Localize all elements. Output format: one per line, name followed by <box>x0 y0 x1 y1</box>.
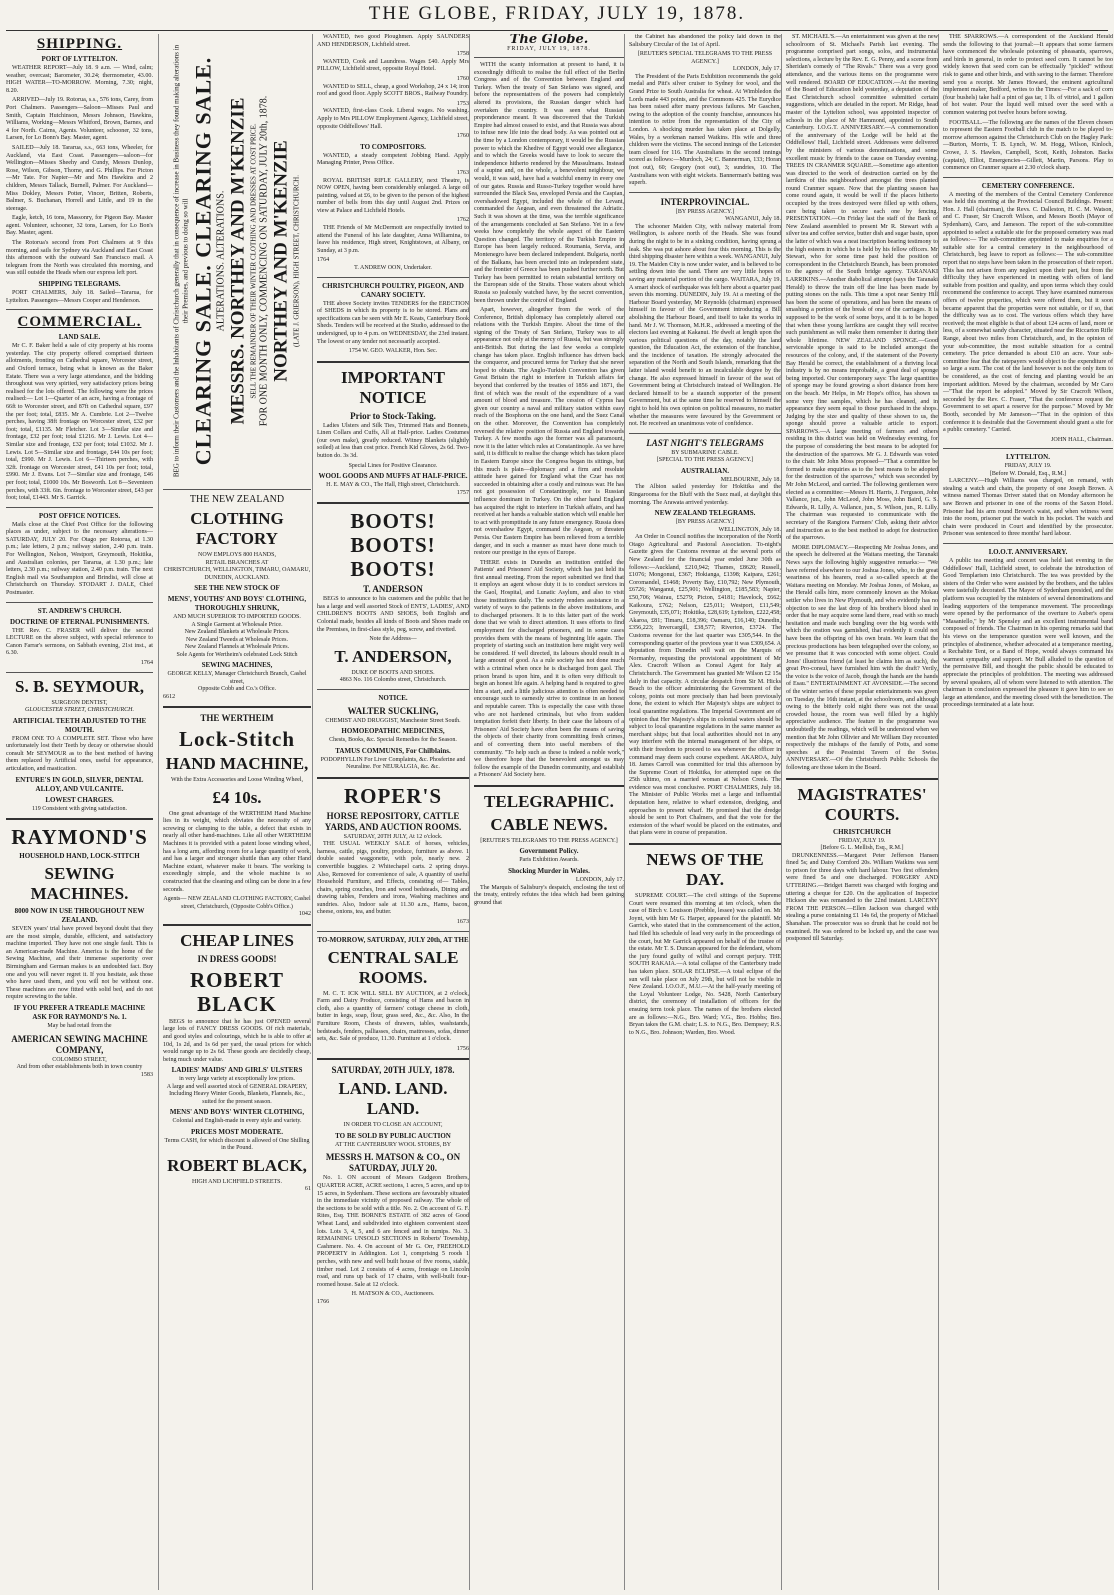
column-7 <box>938 34 1113 1590</box>
ad-number: 1762 <box>456 217 469 224</box>
wanted-cook: WANTED, Cook and Laundress. Wages £40. Apply Mrs PILLOW, Lichfield street, opposite Royal Hotel. <box>317 58 469 73</box>
dentist-title: SURGEON DENTIST, <box>51 699 108 706</box>
clearing-sale-heading: CLEARING SALE. CLEARING SALE. <box>190 56 216 466</box>
robert-black-2: ROBERT BLACK, <box>167 1155 307 1175</box>
ad-number: 1760 <box>456 133 469 140</box>
wertheim-heading: THE WERTHEIM <box>200 713 274 724</box>
poultry-society-body: THE above Society invites TENDERS for the ERECTION of SHEDS in which its property is to be stored. Plans and specifications can be seen with Mr E. Keats, Canterbury Book Sheds. Tenders will be received at the Studio, addressed to the undersigned, up to 4 p.m. on WEDNESDAY, the 23rd instant. The lowest or any tender not necessarily accepted. <box>317 300 469 345</box>
dress-goods: IN DRESS GOODS! <box>197 953 277 964</box>
ad-number: 1673 <box>456 919 469 926</box>
divider <box>317 689 469 690</box>
ropers: ROPER'S <box>343 783 442 808</box>
lyttelton-body: LARCENY.—Hugh Williams was charged, on remand, with stealing a watch and chain, the property of one Joseph Brown. A witness named Thomas Driver stated that on Monday afternoon he saw Brown and prisoner in one of the rooms of the Saxon Hotel. Prisoner had his arm round Brown's waist, and when witness went into the room, prisoner put the watch in his pocket. The watch and chain were produced in Court and identified by the prosecutor. Prisoner was sentenced to three months' hard labour. <box>943 478 1113 538</box>
note-address: Note the Address— <box>369 636 417 643</box>
divider <box>317 361 469 363</box>
raymond-heading: RAYMOND'S <box>11 825 148 850</box>
shipping-heading: SHIPPING. <box>36 36 123 52</box>
prices-moderate: PRICES MOST MODERATE. <box>190 1127 284 1136</box>
column-6 <box>781 34 938 1590</box>
column-5 <box>624 34 781 1590</box>
duke-of-boots: DUKE OF BOOTS AND SHOES. <box>351 669 435 676</box>
gold-heading: ENTURE'S IN GOLD, SILVER, DENTAL ALLOY, AND VULCANITE. <box>15 775 144 793</box>
arrived-list: ARRIVED—July 19. Rotorua, s.s., 576 tons, Carey, from Port Chalmers. Passengers—Saloon—Misses Paul and Smith, Captain Hutchinson, Messrs Johnson, Hawkins, Williams, Working—Messrs Whitford, Brown, Barnes, and 4 for North. Cairns, Agents. Volunteer, schooner, 32 tons, Larsen, for Lo Bonn's Bay. Master, agent. <box>6 97 153 142</box>
iogt-heading: I.O.O.T. ANNIVERSARY. <box>988 548 1068 557</box>
divider <box>317 277 469 278</box>
high-lichfield: HIGH AND LICHFIELD STREETS. <box>192 1178 282 1185</box>
shipping-telegrams-body: PORT CHALMERS, July 18. Sailed—Tararua, for Lyttelton. Passengers—Messrs Cooper and Henderson. <box>6 290 153 304</box>
divider <box>474 785 624 787</box>
wertheim-price: £4 10s. <box>212 787 262 807</box>
blankets: New Zealand Blankets at Wholesale Prices. <box>184 629 290 635</box>
government-policy: Government Policy. <box>519 847 579 856</box>
land-lots: No. 1. ON account of Messrs Gudgeon Brothers, QUARTER ACRE, ACRE sections, 1 acres, 5 acres, and up to 15 acres, in Sydenham. These sections are favourably situated in the immediate vicinity of proposed railway. The whole of the sections to be sold with a title. No. 2. On account of G. F. Rites, Esq. THE BORNE'S ESTATE of 382 acres of Good Wheat Land, and subdivided into eighteen convenient sized lots. Lots 3, 4, 5, and 6 are fenced and in turnips. No. 3. REMAINING UNSOLD SECTIONS in Roberts' Township, Cashmere. No. 4. On account of Mr G. Orr, FREEHOLD PROPERTY in Addington. Lot 1, comprising 5 roods 1 perches, with new and well built house of five rooms, stable, timber road. Lot 2 consists of 4 acres, frontage on Lincoln road, and runs up back of 17 chains, with well-built four-roomed house. Sale at 12 o'clock. <box>317 1175 469 1288</box>
leader-paragraph-1: WITH the scanty information at present to hand, it is exceedingly difficult to realise the full effect of the Berlin Congress and of the Convention between England and Turkey. When the treaty of San Stefano was signed, and before the representatives of the powers had completely altered its provisions, the Russian danger which had overtaken the country. It was seen what Russian preponderance meant. It was discovered that the Turkish Empire had almost ceased to exist, and that Russia was about to infuse new life into the dead body. As was pointed out at the time by a London contemporary, it would be the Russian power to which the Khedive of Egypt would owe allegiance, and to which the Greeks would have to look to secure the independence hitherto rendered by the Mussulmans. Instead of a supine and, on the whole, a benevolent neighbour, we would, it was said, have had a watchful enemy in every one of our gates. Russia and Russo-Turkey together would have surrounded the Black Sea, enveloped Persia and the Caspian, overshadowed Egypt, included the whole of the Levant, commanded the Aegean, and even threatened the Adriatic. Such it was shown at the time, was the terrible significance of the arrangements concluded at San Stefano. Yet in a few weeks how completely the whole aspect of the Eastern Question changed. The territory of the Turkish Empire in Europe has been largely reduced. Roumania, Servia, and Montenegro have been declared independent. Bulgaria, north of the Balkans, has been erected into an independent state, and the frontier of Greece has been pushed further north. But Turkey has been permitted to retain substantial territory on the European side of the Straits. Those waters about which Russia so jealously watched have, by the secret convention, been thrown under the control of England. <box>474 62 624 304</box>
ad-number: 61 <box>304 1186 311 1193</box>
sailed-list-2: Eagle, ketch, 16 tons, Massonry, for Pigeon Bay. Master agent. Volunteer, schooner, 32 tons, Larsen, for Lo Bon's Bay. Master, agent. <box>6 215 153 237</box>
dateline: LONDON, July 17. <box>732 66 781 73</box>
divider <box>6 672 153 673</box>
in-use-heading: 8000 NOW IN USE THROUGHOUT NEW ZEALAND. <box>14 907 145 925</box>
court-date: FRIDAY, JULY 19. <box>838 837 886 844</box>
sold-location: AT THE CANTERBURY WOOL STORES, BY <box>334 1141 452 1148</box>
retail-note: May be had retail from the <box>47 1023 112 1029</box>
editorial-title: The Globe. <box>509 34 589 47</box>
murder-heading: Shocking Murder in Wales. <box>508 866 590 875</box>
divider <box>943 177 1113 178</box>
last-night-heading: LAST NIGHT'S TELEGRAMS <box>646 437 764 448</box>
cable-news-heading: CABLE NEWS. <box>490 814 608 834</box>
wanted-jobbing-hand: WANTED, a steady competent Jobbing Hand. Apply Managing Printer, Press Office. <box>317 152 469 167</box>
sewing-machines: SEWING MACHINES, <box>201 661 273 669</box>
reuter-note: [REUTER'S SPECIAL TELEGRAMS TO THE PRESS AGENCY.] <box>637 51 773 65</box>
magistrates-heading: MAGISTRATES' COURTS. <box>797 784 927 824</box>
ladies-ulsters: LADIES' MAIDS' AND GIRLS' ULSTERS <box>171 1066 303 1075</box>
employs-note: NOW EMPLOYS 800 HANDS, <box>198 552 276 558</box>
weather-report: WEATHER REPORT—July 18. 9 a.m. — Wind, calm; weather, overcast; Barometer, 30.24; thermometer, 43.00. HIGH WATER—TO-MORROW. Morning, 7.30; night, 8.20. <box>6 65 153 94</box>
see-stock: SEE THE NEW STOCK OF <box>194 584 280 592</box>
ad-number: 1764 <box>317 257 330 264</box>
mens-boys-clothing: MENS' AND BOYS' WINTER CLOTHING, <box>169 1108 305 1117</box>
poultry-society-heading: CHRISTCHURCH POULTRY, PIGEON, AND CANARY SOCIETY. <box>322 281 464 299</box>
firm-name-2: NORTHEY AND M'KENZIE <box>270 140 292 382</box>
divider <box>629 843 781 845</box>
australian-body: The Albion sailed yesterday for Hokitika and the Ringarooma for the Bluff with the Suez mail, at daylight this morning. The Arawata arrived yesterday. <box>629 484 781 506</box>
clearing-sale-advert <box>163 34 311 490</box>
homoeopathic: HOMOEOPATHIC MEDICINES, <box>341 727 445 736</box>
opposite-cobb: Opposite Cobb and Co.'s Office. <box>198 686 276 692</box>
leader-paragraph-3: THERE exists in Dunedin an institution entitled the Patients' and Prisoners' Aid Society, which has just held its first annual meeting. From the report submitted we find that it employs an agent whose duty it is to conduct services in the Gaol, Hospital, and Lunatic Asylum, and also to visit those institutions daily. The society renders assistance in a variety of ways to the patients in the above institutions, and to discharged prisoners. It is to this latter part of the work done that we wish to direct attention. It uses efforts to find employment for discharged prisoners, and in some cases provides them with the means of beginning life again. The propriety of starting such an institution here might very well be considered. If well directed, its labours should result in a large amount of good. As a rule society has not done much with a criminal when once he is discharged from gaol. The prison brand is upon him, and it is often very difficult to begin an honest life again. A helping hand is required to give him a start, and a little judicious attention is often needed to encourage such to earnestly strive to continue in an honest and reputable career. This is especially the case with those who are not hardened criminals, but who from sudden temptation forfeit their liberty. In their case the labours of a Prisoners' Aid Society have often been the means of saving the objects of their charity from committing fresh crimes, and of converting them into useful members of the community. "To help such as these is indeed a noble work," we therefore hope that the benevolent amongst us may follow the example of the Dunedin community, and establish a Prisoners' Aid Society here. <box>474 559 624 779</box>
ad-number: 1753 <box>456 100 469 107</box>
divider <box>163 706 311 708</box>
press-agency: [BY PRESS AGENCY.] <box>675 208 735 215</box>
wanted-workshop: WANTED to SELL, cheap, a good Workshop, 24 x 14; iron roof and good floor. Apply SCOTT BROS., Railway Foundry. <box>317 83 469 98</box>
clearing-sale-intro: BEG to inform their Customers and the Inhabitants of Christchurch generally that in consequence of increase in Business they found making alterations in their Premises, and previous to doing so will <box>172 44 190 478</box>
american-company: AMERICAN SEWING MACHINE COMPANY, <box>11 1033 148 1055</box>
land-sale-heading: LAND SALE. <box>58 333 101 342</box>
teeth-body: FROM ONE TO A COMPLETE SET. Those who have unfortunately lost their Teeth by decay or otherwise should consult Mr SEYMOUR as to the best method of having them replaced by Artificial ones, useful for appearance, articulation, and mastication. <box>6 735 153 772</box>
ad-number: 1763 <box>456 169 469 176</box>
ad-number: 1042 <box>298 911 311 918</box>
late-grierson: (LATE J. GRIERSON), HIGH STREET, CHRISTCHURCH. <box>292 175 301 347</box>
clothing-factory: CLOTHING FACTORY <box>190 509 284 548</box>
leader-paragraph-2: Apart, however, altogether from the work of the Conference, British diplomacy has completely altered our relations with the Turkish Empire. About the time of the signing of the Treaty of San Stefano, Turkey was to all appearance not only at the mercy of Russia, but was strongly anti-British. But during the last few weeks a complete change has taken place. English influence has driven back the conqueror, and procured terms for Turkey that she never hoped to obtain. The Anglo-Turkish Convention has given Great Britain the right to interfere in Turkish affairs far beyond that conferred by the treaties of 1856 and 1871, the first of which was the result of the expenditure of a vast amount of blood and treasure. The cession of Cyprus has given our country a naval and military station within easy reach of the Bosphorus on the one hand, and the Suez Canal on the other. Moreover, the Convention has completely reversed the relative position of Russia and England towards Turkey. A few months ago the former was all paramount, now it is the latter which rules at Constantinople. As we have said, it is difficult to realise the change which has taken place in Eastern Europe since the Congress began its sittings, but this much is plain—diplomacy and a firm and resolute attitude have gained for England what the Czar has not succeeded in obtaining after a costly and ruinous war. He has not got possession of Constantinople, nor is Russian influence dominant in Turkey. On the other hand England has acquired the right to interfere in Turkish affairs, and has received at her hands a valuable station which will enable her to act with promptitude in any future emergency. Russia does not overshadow Egypt, command the Aegean, or threaten Persia. Our Eastern Empire has been relieved from a terrible danger, and in such a manner as must have done much to restore our prestige in the eyes of Europe. <box>474 307 624 557</box>
land-sale-body: Mr C. F. Baker held a sale of city property at his rooms yesterday. The city property offered comprised thirteen allotments, fronting on Cathedral square, Worcester street, and Oxford terrace, being what is known as the Baker Estate. There was a very large attendance, and the bidding throughout was very spirited, very satisfactory prices being realised for the lots offered. The following were the prices realised:— Lot 1—Quarter of an acre, having a frontage of 66ft to Worcester street, and 87ft on Cathedral square, £97 the per foot; total, £835. Mr A. Cumbrie. Lot 2—Twelve perches, having 38ft frontage on Worcester street, £32 per foot; total, £1135. Mr Fletcher. Lot 3—Similar size and frontage, £32 per foot; total £1216. Mr J. Lewis. Lot 4—Similar size and frontage, £32 per foot; total £1032. Mr J. Lewis. Lot 5—Similar size and frontage, £44 10s per foot; total, £990. Mr J. Lewis. Lot 6—Thirteen perches, with 32ft. frontage on Worcester street, £41 10s per foot; total, £990. Mr J. Evans. Lot 7—Similar size and frontage, £46 per foot; total, £1000 10s. Mr Bosworth. Lot 8—Seventeen perches, with 33ft. 6in. frontage to Worcester street, £43 per foot; total, £1443. Mr S. Garrick. <box>6 343 153 502</box>
shipping-telegrams-heading: SHIPPING TELEGRAMS. <box>38 280 121 289</box>
teeth-heading: ARTIFICIAL TEETH ADJUSTED TO THE MOUTH. <box>12 716 147 734</box>
doctrine-heading: DOCTRINE OF ETERNAL PUNISHMENTS. <box>10 617 149 626</box>
general-drapery: A large and well assorted stock of GENERAL DRAPERY, Including Heavy Winter Goods, Blankets, Flannels, &c., suited for the present season. <box>166 1083 308 1105</box>
kelly: GEORGE KELLY, Manager Christchurch Branch, Cashel street, <box>167 671 307 685</box>
nz-telegrams-heading: NEW ZEALAND TELEGRAMS. <box>654 509 756 518</box>
important-notice: IMPORTANT NOTICE <box>341 367 445 407</box>
football-paragraph: FOOTBALL.—The following are the names of the Eleven chosen to represent the Eastern Football club in the match to be played to-morrow afternoon against the Christchurch Club on the Hagley Park:—Burton, Morris, T. B. Lynch, W. M. Hogg, Wilson, Kinloch, Crowe, J. S. Hawkes, Campbell, Scott, Keith, Johnston. Backs (captain), Elliot, Emergencies—Gillett, Martin, Parsons. Play to commence on Cranmer square at 2.30 o'clock sharp. <box>943 119 1113 172</box>
sell-note: SELL THE REMAINDER OF THEIR WINTER CLOTHING AND DRESSES AT COST PRICE. <box>249 123 258 399</box>
robert-black-body: BEGS to announce that he has just OPENED several large lots of FANCY DRESS GOODS. Of rich materials, and good styles and colourings, which he is able to offer at 10d, 1s 2d, and 1s 6d per yard, the usual prices for which would range up to 2s 6d. These goods are decidedly cheap, being much under value. <box>163 1018 311 1063</box>
news-of-the-day-heading: NEWS OF THE DAY. <box>646 850 764 890</box>
central-body: M. C. T. ICK WILL SELL BY AUCTION, at 2 o'clock, Farm and Dairy Produce, consisting of Hams and bacon in cloth, also a quantity of farmers' cottage cheese in cloth, butter in kegs, soap, flour, grass seed, &c., &c. Also, In the Furniture Room, Chests of drawers, tables, washstands, bedsteads, fenders, palliasses, chairs, mattresses, sofas, dinner sets, &c. Sale of produce, 11.30. Furniture at 1 o'clock. <box>317 990 469 1043</box>
court-before: [Before G. L. Mellish, Esq., R.M.] <box>820 845 904 852</box>
wertheim-agents: Agents— NEW ZEALAND CLOTHING FACTORY, Cashel street, Christchurch, (Opposite Cobb's Office.) <box>163 896 311 910</box>
divider <box>317 777 469 779</box>
christchurch-heading: CHRISTCHURCH <box>833 827 891 836</box>
poultry-society-sig: 1754 W. GEO. WALKER, Hon. Sec. <box>348 348 438 355</box>
divider <box>6 507 153 508</box>
suckling-name: WALTER SUCKLING, <box>347 705 439 716</box>
ad-number: 1764 <box>140 660 153 666</box>
dateline: WANGANUI, July 18. <box>725 216 781 223</box>
port-heading: PORT OF LYTTELTON. <box>41 55 118 63</box>
doctrine-body: THE Rev. C. FRASER will deliver the second LECTURE on the above subject, with special reference to Canon Farrar's sermons, on Sabbath evening, 21st inst., at 6.30. <box>6 627 153 657</box>
marquis-paragraph: The Marquis of Salisbury's despatch, enclosing the text of the treaty, entirely refutes the idea which had been gaining ground that <box>474 884 624 906</box>
ad-number: 6612 <box>163 693 176 700</box>
boots-heading: BOOTS! BOOTS! BOOTS! <box>350 509 436 582</box>
ad-number: 1766 <box>317 1298 330 1305</box>
anderson-name-2: T. ANDERSON, <box>334 646 452 666</box>
ad-number: 1757 <box>456 489 469 496</box>
compositors-heading: TO COMPOSITORS. <box>360 142 426 151</box>
ad-number: 1758 <box>456 51 469 58</box>
dateline: MELBOURNE, July 18. <box>720 476 781 483</box>
column-2 <box>158 34 311 1590</box>
may-co: H. E. MAY & CO., The Hall, High street, Christchurch. <box>326 482 460 489</box>
sailed-list: SAILED—July 18. Tararua, s.s., 663 tons, Wheeler, for Auckland, via East Coast. Passengers—saloon—for Wellington—Misses Sheehy and Cundy, Messrs Dunlop, Rose, Wilson, Gibson, Thorne, and G. Phillips. For Picton—Mr Tate. For Napier—Mr and Mrs Hawkins and 2 children, Messrs Tallack, Burnell, Palmer. For Auckland—Miss Dokley, Messrs Potter, Vincer, Britten, Roberts, Balmer, S. Buchanan, Horrell and Little, and 19 in the steerage. <box>6 144 153 212</box>
flannels: New Zealand Flannels at Wholesale Prices. <box>184 644 290 650</box>
robert-black: ROBERT BLACK <box>190 967 284 1016</box>
australian-heading: AUSTRALIAN. <box>680 466 730 475</box>
funeral-notice: THE Friends of Mr McDermott are respectfully invited to attend the Funeral of his late daughter, Anna Williamina, to leave his residence, High street, Knightstown, at Albany, on Sunday, at 3 p.m. <box>317 225 469 254</box>
court-before: [Before W. Donald, Esq., R.M.] <box>989 470 1067 477</box>
court-date: FRIDAY, JULY 19. <box>1004 463 1052 470</box>
divider <box>786 778 938 780</box>
homoeopathic-body: Chests, Books, &c. Special Remedies for the Season. <box>329 737 457 744</box>
terms-cash: Terms CASH, for which discount is allowed of One Shilling in the Pound. <box>164 1137 310 1152</box>
matson-sig: H. MATSON & CO., Auctioneers. <box>351 1291 435 1298</box>
divider <box>163 924 311 926</box>
land-heading: LAND. LAND. LAND. <box>338 1079 448 1119</box>
sparrows-paragraph: THE SPARROWS.—A correspondent of the Auckland Herald sends the following to that journal:—It appears that some farmers have commenced the wholesale poisoning of pheasants, sparrows, and birds in general, in order to protect seed corn. It cannot be too widely known that seed corn can be effectually "pickled" without risk to game and other birds, and with saving to the farmer. Therefore send you a receipt. Mr James Howard, the eminent agricultural implement maker, Bedford, writes to the Times:—For a sack of corn (four bushels) take half a pint of gas tar, 1 lb. of vitriol, and 1 gallon of hot water. Pour the liquid well mixed over the seed with a common watering pot twelve hours before sowing. <box>943 34 1113 116</box>
special-lines: Special Lines for Positive Clearance. <box>348 462 438 469</box>
superior-note: AND MUCH SUPERIOR TO IMPORTED GOODS. <box>173 614 301 620</box>
stock-body: Ladies Ulsters and Silk Ties, Trimmed Hats and Bonnets, Linen Collars and Cuffs, All at Half-price. Ladies Costumes (our own make), greatly reduced. Witney Blankets (slightly soiled) at less than cost price. French Kid Gloves, 2s 6d. Two-button do. 3s 3d. <box>317 422 469 459</box>
column-4 <box>469 34 624 1590</box>
tamus: TAMUS COMMUNIS, For Chilblains. <box>335 746 451 755</box>
telegraphic-heading: TELEGRAPHIC. <box>484 791 614 811</box>
nz-telegrams-body: An Order in Council notifies the incorporation of the North Otago Agricultural and Pastoral Association. To-night's Gazette gives the Customs revenue at the several ports of New Zealand for the financial year ended June 30th as follows:—Auckland, £210,942; Thames, £8620; Russell, £1076; Mongonui, £367; Hokianga, £1398; Kaipara, £261; Coromandel, £1468; Poverty Bay, £10,792; New Plymouth, £6726; Wanganui, £25,901; Wellington, £185,583; Napier, £50,706; Wairau, £5279; Picton, £4181; Havelock, £662; Kaikoura, £762; Nelson, £25,011; Westport, £11,549; Greymouth, £35,071; Hokitika, £28,619; Lyttelton, £222,458; Akaroa, £81; Timaru, £18,396; Oamaru, £16,140; Dunedin, £356,223; Invercargill, £38,577; Riverton, £3724. The Customs revenue for the last quarter was £305,544. In the corresponding quarter of the previous year it was £309,654. A deputation from Dunedin will wait on the Marquis of Normanby, requesting the provisional appointment of Mr Alex. Cracroft Wilson as Consul Agent for Italy at Christchurch. The Government has granted Mr Wilson £2 15s daily in that capacity. A circular despatch from Sir M. Hicks Beach to the officer administering the Government of the colony, points out more precisely than had been previously done, the extent to which Her Majesty's ships are subject to local quarantine regulations. The Imperial Government are of opinion that Her Majesty's ships in colonial waters should be subject to local quarantine regulations in the same manner as merchant ships; but that local authorities should not in any way interfere with the internal management of her ships, or with their freedom to proceed to sea whenever the officer in command may deem such course expedient. AKAROA, July 18. James Carroll was committed for trial this afternoon by the Supreme Court of Hokitika, for attempted rape on the 25th ultimo, on a married woman at Nelson Creek. The evidence was most conclusive. PORT CHALMERS, July 18. The Minister of Public Works met a large and influential deputation here, relative to wharf extension, dredging, and approaches to present wharf. He promised that the dredge should be sent to Port Chalmers, and that the vote for the extension of the wharf would be placed on the estimates, and that plans were in course of preparation. <box>629 534 781 837</box>
cemetery-sig: JOHN HALL, Chairman. <box>1051 436 1113 443</box>
rifle-gallery: ROYAL BRITISH RIFLE GALLERY, next Theatre, is NOW OPEN, having been considerably enlarged. A large oil painting, valued at £6, to be given to the person of the highest number of bells from this day until August 2nd. Prizes on view at Palace and Lichfield Hotels. <box>317 177 469 214</box>
hand-machine: HAND MACHINE, <box>165 754 309 774</box>
cheap-lines: CHEAP LINES <box>180 930 294 950</box>
wanted-first-class-cook: WANTED, first-class Cook. Liberal wages. No washing. Apply to Mrs PILLOW Employment Agency, Lichfield street, opposite Oddfellows' Hall. <box>317 108 469 130</box>
divider <box>629 433 781 434</box>
post-office-body: Mails close at the Chief Post Office for the following places as under, subject to the necessary alterations— SATURDAY, JULY 20. For Otago per Rotorua, at 1.30 p.m.; late letters, 2 p.m.; railway station, 2.40 p.m. train. For Wellington, Nelson, Westport, Greymouth, Hokitika, and Australian colonies, per Tararua, at 1.30 p.m.; late letters, 2.30 p.m.; railway station, 2.40 p.m. train. The next English mail via Southampton and Brindisi, will close at Christchurch on Thursday. STODART J. DALE, Chief Postmaster. <box>6 521 153 597</box>
single-garment: A Single Garment at Wholesale Price. <box>191 621 283 628</box>
cemetery-body: A meeting of the members of the Central Cemetery Conference was held this morning at the Provincial Council Buildings. Present: Hon. J. Hall (chairman), the Revs. C. Dalleston, H. C. M. Watson, and C. Fraser, Sir Cracroft Wilson, and Messrs Booth (Mayor of Sydenham), Caro, and Jameson. The report of the sub-committee appointed to select a suitable site for the proposed cemetery was read as follows:— The sub-committee appointed to make enquiries for a suitable site for a central cemetery in the neighbourhood of Christchurch, beg leave to report as follows:— The sub-committee report that no steps have been taken in the prosecution of their report. This has not arisen from any neglect upon their part, but from the difficulty they have experienced in meeting with offers of land suitable from position and quality, and upon terms which they could recommend the conference to accept. They have examined numerous offers of twelve properties, which were offered them, but it soon became apparent that the properties were not suitable, or if so, that the difficulty was as to cost. The various offers which they have received; the most eligible is that of about 124 acres of land, more or less, of a somewhat sandy character, situated near the Riccarton Rifle Range, about two miles from Christchurch, and, in the opinion of your sub-committee, the most suitable situation for a central cemetery. The price demanded is about £10 an acre. Your sub-committee fear that the ratepayers would object to the expenditure of so large a sum. The cost of the land however is not the only item to be considered, as the cost of fencing and planting would be an important addition. Moved by the chairman, seconded by Mr Caro—"That the report be adopted." Moved by Sir Cracroft Wilson, seconded by the Rev. C. Fraser, "That the conference request the Government to set apart a reserve for the purpose." Moved by Mr Booth, seconded by Mr Jameson—"That in the opinion of this conference it is desirable that the Government should grant a site for a public cemetery." Carried. <box>943 191 1113 434</box>
retail-branches: RETAIL BRANCHES AT <box>205 559 269 566</box>
saturday-heading: SATURDAY, 20TH JULY, 1878. <box>331 1065 455 1076</box>
iogt-body: A public tea meeting and concert was held last evening in the Oddfellows' Hall, Lichfield street, to celebrate the introduction of Good Templarism into Christchurch. The tea was provided by the sisters of the Order who were assisted by the brothers, and the tables were tastefully decorated. The Mayor of Sydenham presided, and the platform was occupied by the ministers of several denominations and leading supporters of the temperance movement. The proceedings were opened by the performance of the overture to Auber's opera "Masaniello," by Mr Spensley and an excellent instrumental band composed of friends. The Chairman in his opening remarks said that his views on the temperance question were well known, and the principles of abstinence, whether advocated at a temperance meeting, a Rechabite Tent, or a Band of Hope, would always command his warmest sympathy and support. Mr Bull alluded to the question of the permissive Bill, and thought the public should be educated to appreciate the principles of prohibition. The meeting was addressed by several speakers, all of whom were listened to with attention. The chairman in conclusion expressed the pleasure it gave him to see so large an attendance, and the meeting closed with the benediction. The proceedings terminated at a late hour. <box>943 558 1113 709</box>
post-office-heading: POST OFFICE NOTICES. <box>38 511 121 520</box>
household-heading: HOUSEHOLD HAND, LOCK-STITCH <box>19 852 140 861</box>
ulsters-note: in very large variety at exceptionally low prices. <box>179 1076 295 1083</box>
commencing-note: FOR ONE MONTH ONLY, COMMENCING ON SATURDAY, JULY 20th, 1878. <box>258 95 270 427</box>
sewing-machines-heading: SEWING MACHINES. <box>30 864 129 904</box>
paris-awards: Paris Exhibition Awards. <box>519 857 579 864</box>
divider <box>943 543 1113 544</box>
towns: CHRISTCHURCH, WELLINGTON, TIMARU, OAMARU, DUNEDIN, AUCKLAND. <box>163 567 311 581</box>
divider <box>317 502 469 504</box>
horse-repository: HORSE REPOSITORY, CATTLE YARDS, AND AUCTION ROOMS. <box>324 810 462 832</box>
alterations-heading: ALTERATIONS. ALTERATIONS. <box>215 190 227 332</box>
chemist-title: CHEMIST AND DRUGGIST, Manchester Street South. <box>325 717 461 724</box>
dentist-name: S. B. SEYMOUR, <box>15 676 144 696</box>
masthead: THE GLOBE, FRIDAY, JULY 19, 1878. <box>368 3 746 24</box>
sole-agents: Sole Agents for Wertheim's celebrated Lock Stitch <box>176 651 298 658</box>
mens-clothing: MENS', YOUTHS' AND BOYS' CLOTHING, THOROUGHLY SHRUNK, <box>167 595 307 612</box>
podophyllin: PODOPHYLLIN For Liver Complaints, &c. Phosferine and Neuraline. For NEURALGIA, &c. &c. <box>320 756 466 771</box>
lock-stitch: Lock-Stitch <box>179 727 295 752</box>
matson-heading: MESSRS H. MATSON & CO., ON SATURDAY, JULY 20. <box>325 1152 461 1174</box>
undertaker: T. ANDREW OON, Undertaker. <box>354 265 432 272</box>
central-sale-rooms: CENTRAL SALE ROOMS. <box>327 947 459 987</box>
sold-heading: TO BE SOLD BY PUBLIC AUCTION <box>335 1131 451 1140</box>
lowest-charges-note: 119 Consistent with giving satisfaction. <box>32 805 127 812</box>
column-3 <box>312 34 469 1590</box>
reuter-note: [REUTER'S TELEGRAMS TO THE PRESS AGENCY.] <box>480 837 618 844</box>
masthead-rule <box>6 30 1108 31</box>
interprovincial-body: The schooner Maiden City, with railway material from Wellington, is ashore north of the Heads. She was found during the night to be in a sinking condition, having sprung a leak. She was put ashore about four this morning. This is the third shipping disaster here within a week. WANGANUI, July 19. The Maiden City is now under water, and is believed to be settling down into the sand. There are very little hopes of saving any material portion of the cargo. WAITARA, July 19. A smart shock of earthquake was felt here about a quarter past seven this morning. DUNEDIN, July 19. At a meeting of the Harbour Board yesterday, Mr Reynolds (chairman) expressed himself in favour of the Government introducing a Bill abolishing the Harbour Board, and itself to take its works in hand. Mr J. W. Thomson, M.H.R., addressed a meeting of the electors last evening at Kakanui. He dwelt at length upon the various political questions of the day, notably the land question, the Education Act, the extension of the franchise, and the incidence of taxation. He strongly advocated the separation of the North and South Islands, remarking that the latter island would benefit to an incalculable degree by the change. He also expressed himself in favour of the seat of Government being at Christchurch instead of Wellington. He declared himself to be a staunch supporter of the present Government, but at the same time he reserved to himself the right to hold his own opinion on political measures, no matter whether the measures were favoured by the Government or not. He received an unanimous vote of confidence. <box>629 223 781 428</box>
lowest-charges: LOWEST CHARGES. <box>45 795 114 804</box>
clearing-sale-rotated <box>173 41 302 481</box>
local-news-2: MORE DIPLOMACY.—Respecting Mr Joshua Jones, and the speech he delivered at the Waitara meeting, the Taranaki News says the following highly suggestive remarks:— "We have referred elsewhere to our Joshua Jones, who, to the great weariness of his hearers, read a so-called speech at the Waitara meeting on Monday. Mr Joshua Jones, of Mokau, as the Herald calls him, more commonly known as the Mokau settler who lives in New Plymouth, and who evidently has no objection to see the last drop of his brother's blood shed in order that he may acquire some land there, read with so much hesitation and made such bungling over the big words with which the oration was garnished, that evidently it could not have been the offspring of his own brain. We learn that the precious productions has been telegraphed over the colony, so we presume that it was concocted with some object. Could Jones' illustrious friend (at least he claims him as such), the great Pro-consul, have furnished him with the draft? Verily, the voice is the voice of Jacob, though the hands are the hands of Esau." ENTERTAINMENT AT AVONSIDE.—The second of the winter series of these popular entertainments was given on Tuesday, the 16th instant, at the schoolroom, and although owing to the bitterly cold night there was not the usual crowded house, the room was well filled by a highly appreciative audience. The feature in the programme was undoubtedly the readings, which will be understood when we mention that Mr John Ollivier and Mr William Day recounted respectively the mishaps of the family of Potts, and some speeches at the Pessimist Tavern of the Swiss. ANNIVERSARY.—Of the Christchurch Public Schools the following are those taken in the Board. <box>786 544 938 771</box>
extra-accessories: With the Extra Accessories and Loose Winding Wheel, <box>171 777 303 784</box>
divider <box>6 818 153 820</box>
cable-items: The President of the Paris Exhibition recommends the gold medal and Pitt's silver cruiser to Sydney for wool, and the Grand Prize to South Australia for wheat. At Wimbledon the Lords made 443 points, and the Commons 425. The Eurydice has been raised after many previous failures. Mr Gaschen, owing to the adoption of the county franchise, announces his intention to retire from the representation of the City of London. A shocking murder has taken place at Dolgelly, Wales, by a workman named Watkins. His wife and three children were the victims. The second innings of the Leicester team closed for 116. The Australians in the second innings scored as follows:—Murdoch, 24; C. Bannerman, 133; Horan (not out), 60; Gregory (not out), 3; sundries, 10. The Australians won with eight wickets. Bannerman's batting was superb. <box>629 73 781 187</box>
divider <box>629 192 781 193</box>
ad-number: 1756 <box>456 1045 469 1052</box>
prior-stock-taking: Prior to Stock-Taking. <box>350 410 436 421</box>
magistrates-body: DRUNKENNESS.—Margaret Peter Jefferson Hansen fined 5s; and Daisy Cornford 20s. William Watkins was sent to prison for three days with hard labour. Two first offenders were fined 5s and one discharged. FORGERY AND UTTERING.—Bridget Barrett was charged with forging and uttering a cheque for £20. On the application of Inspector Hickson she was remanded to the 22nd instant. LARCENY FROM THE PERSON.—Ellen Jackson was charged with stealing a purse containing £1 14s 6d, the property of Michael Shanahan. The prosecutor was so drunk that he could not be examined. He was ordered to be locked up, and the case was postponed till Saturday. <box>786 852 938 943</box>
church-heading: ST. ANDREW'S CHURCH. <box>37 606 122 615</box>
nz-heading: THE NEW ZEALAND <box>189 494 285 505</box>
notice-heading: NOTICE. <box>378 693 408 702</box>
anderson-body: BEGS to announce to his customers and the public that he has a large and well assorted Stock of ENTS', LADIES', AND CHILDREN'S BOOTS AND SHOES, both English and Colonial made, besides all kinds of Boots and Shoes made on the Premises, in first-class style, peg, screw, and rivetted. <box>317 596 469 633</box>
firm-name: MESSRS. NORTHEY AND M'KENZIE <box>227 97 249 425</box>
divider <box>317 1058 469 1060</box>
anderson-name: T. ANDERSON <box>363 584 423 595</box>
ad-number: 1760 <box>456 75 469 82</box>
special-note: [SPECIAL TO THE PRESS AGENCY.] <box>656 457 754 464</box>
tweeds: New Zealand Tweeds at Wholesale Prices. <box>186 636 288 643</box>
tomorrow-heading: TO-MORROW, SATURDAY, JULY 20th, AT THE <box>317 935 469 944</box>
roper-body: THE USUAL WEEKLY SALE of horses, vehicles, harness, cattle, pigs, poultry, produce, furniture as above. 1 double seated waggonette, with pole, nearly new. 2 convertible buggies. 2 Whitechapel carts. 2 spring drays. Also, Removed for convenience of sale, A quantity of useful Household Furniture, and Effects, consisting of— Tables, chairs, spring couches, Iron and wood bedsteads, Dining and drawing tables, Fenders and irons, Washing machines and sundries. Also, Indoor sale at 11.30 a.m., Hams, bacon, cheese, onions, tea, and butter. <box>317 841 469 916</box>
shipping-note: The Rotorua's second from Port Chalmers at 9 this morning, and sails for Sydney via Auckland and East Coast this afternoon with the outward San Francisco mail. A telegram from the North was circulated this morning, and was still outside the Heads when our express left port. <box>6 240 153 277</box>
cabinet-paragraph: the Cabinet has abandoned the policy laid down in the Salisbury Circular of the 1st of April. <box>629 34 781 48</box>
roper-date: SATURDAY, 20TH JULY, At 12 o'clock. <box>343 833 443 840</box>
wertheim-body: One great advantage of the WERTHEIM Hand Machine lies in its weight, which obviates the necessity of any screwing or clamping to the table, a defect that exists in nearly all other hand-machines. Like all other WERTHEIM Machines it is provided with a patent loose winding wheel, has a long arm, affording room for a large quantity of work, and has a larger and stronger shuttle than any other Hand Machine extant, whatever make it bears. The working is exceedingly simple, and the whole machine is so constructed that the cleaning and oiling can be done in a few seconds. <box>163 810 311 893</box>
dentist-address: GLOUCESTER STREET, CHRISTCHURCH. <box>25 707 134 714</box>
raymond-body: SEVEN years' trial have proved beyond doubt that they are the most simple, durable, efficient, and satisfactory machine imported. They have not one single fault. This is an American-made Machine. America is the home of the Sewing Machine, and their immense superiority over Birmingham and German makes is an undoubted fact. Buy one and you will never regret it. If you hesitate, ask those who have used them, and you will not be without one. These machines are now fitted with solid bed, and do not require screwing to the table. <box>6 926 153 1001</box>
news-of-the-day-body: SUPREME COURT.—The civil sittings of the Supreme Court were resumed this morning at ten o'clock, when the case of Birch v. Louisson (Prebble, lessee) was called on. Mr Joynt, with him Mr G. Harper, appeared for the plaintiff. Mr Garrick, who stated that in the commencement of the action, had filed his schedule of lead very early in the proceedings of the court, but Mr Garrick appeared on behalf of the trustee of the estate. Mr T. S. Duncan appeared for the defendant, whom the jury found guilty of wilful and corrupt perjury. THE SOUTH RAKAIA.—A total collapse of the Canterbury trade has taken place. SOLAR ECLIPSE.—A total eclipse of the sun will take place on July 29th, but will not be visible in New Zealand. I.O.O.F., M.U.—At the half-yearly meeting of the Loyal Volunteer Lodge, No. 5428, North Canterbury district, the ceremony of installation of officers for the ensuing term took place. The names of the brothers elected are as follows:—N.G., Bro. Ward; V.G., Bro. Hobbs; Bro. Bryan takes the G.M. chair; L.S. to N.G., Bro. Dempsey; R.S. to N.G., Bro. Johnson; Warden, Bro. Wood. <box>629 893 781 1036</box>
anderson-address: 4863 No. 116 Colombo street, Christchurch. <box>339 677 447 684</box>
divider <box>943 448 1113 449</box>
wanted-ploughmen: WANTED, two good Ploughmen. Apply SAUNDERS AND HENDERSON, Lichfield street. <box>317 34 469 48</box>
editorial-date: FRIDAY, JULY 19, 1878. <box>507 45 591 52</box>
press-agency: [BY PRESS AGENCY.] <box>675 519 735 526</box>
lyttelton-heading: LYTTELTON. <box>1006 453 1050 462</box>
dateline: LONDON, July 17. <box>575 876 624 883</box>
divider <box>6 602 153 603</box>
divider <box>6 309 153 310</box>
local-news-1: ST. MICHAEL'S.—An entertainment was given at the new schoolroom of St. Michael's Parish last evening. The programme comprised part songs, solos, and instrumental selections, a lecture by the Rev. E. G. Penny, and a scene from Sheridan's comedy of "The Rivals." There was a very good attendance, and the various items on the programme were well rendered. BOARD OF EDUCATION.—At the meeting of the Board of Education held yesterday, a deputation of the East Christchurch school committee submitted certain suggestions, which are detailed in the report. Mr Ridge, head master of the Lyttelton school, was appointed inspector of schools in the place of Mr Hammond, appointed to South Canterbury. I.O.G.T. ANNIVERSARY.—A commemoration of the anniversary of the Lodge will be held at the Oddfellows' Hall, Lichfield street. Addresses were delivered by the ministers of various denominations, and some excellent music by friends to the cause on Tuesday evening. TREES IN CRANMER SQUARE.—Sometime ago attention was directed to the work of destruction carried on by the larrikins of this neighbourhood amongst the trees planted round Cranmer square. Now that the planting season has come round again, it would be well if the places hitherto occupied by the trees destroyed were filled up with others, care being taken to secure each one by fencing. PRESENTATION.—On Friday last the staff of the Bank of New Zealand assembled to present Mr R. Stewart with a silver tea and coffee service, butter dish and sugar basin, upon the latter of which was a neat inscription bearing testimony to the high esteem in which he is held by his fellow officers. Mr Stewart, who for some time past held the position of correspondent in the Christchurch Branch, has been promoted to the agency of the South bridge agency. TARANAKI LARRIKINS.—Another diabolical attempt (says the Taranaki Herald) to throw the train off the line has been made by putting stones on the rails. This time a spot near Sentry Hill has been the scene of operations, and has been the means of smashing a portion of the break of one of the carriages. It is supposed to be the work of some boys, and it is to be hoped that when these young larrikins are caught they will receive such punishment as will make them remember it during their whole lifetime. NEW ZEALAND SPONGE.—Good serviceable sponge is said to be included amongst the resources of the colony, and, if the statement of the Poverty Bay Herald be correct, the establishment of a thriving local industry is by no means improbable, a great deal of sponge being imported. Our contemporary says: The large quantities of sponge may be found growing a short distance from here on the beach. Mr Helps, in Mr Hope's office, has shown us some very fine samples, which he has cleaned, and in appearance they seem equal to those purchased in the shops. Judging by the size and quality of these shown to us, the sponge should prove a valuable article to export. SPARROWS.—A large meeting of farmers and others residing in this district was held on Wednesday evening, for the purpose of considering the best means to be adopted for the destruction of the sparrows. Mr G. J. Edwards was voted to the chair. Mr John Moss proposed—"That a committee be formed to make enquiries as to the best means to be adopted for the destruction of the sparrows," which was seconded by Mr John McLeod, and carried. The following gentlemen were elected as a committee:—Messrs H. Harris, J. Ferguson, John Vallance, jun., John McLeod, John Moss, John Baird, G. S. Edwards, R. Lilly, A. Vallance, jun., S. Wilson, jun., R. Lilly. The chairman was requested to communicate with the secretary of the Rangiora Farmers' Club, asking their advice and instruction as to the best method to adopt for destruction of the sparrows. <box>786 34 938 542</box>
colonial-note: Colonial and English-made in every style and variety. <box>172 1118 302 1125</box>
submarine-heading: BY SUBMARINE CABLE. <box>671 449 739 456</box>
ad-number: 1583 <box>140 1071 153 1078</box>
land-intro: IN ORDER TO CLOSE AN ACCOUNT, <box>343 1122 443 1129</box>
divider <box>317 931 469 932</box>
column-1 <box>6 34 153 1590</box>
commercial-heading: COMMERCIAL. <box>17 314 142 331</box>
colombo-street: COLOMBO STREET, <box>52 1056 107 1063</box>
dateline: WELLINGTON, July 18. <box>718 526 781 533</box>
agents-note: And from other establishments both in town country <box>16 1064 143 1070</box>
divider <box>474 57 624 58</box>
cemetery-heading: CEMETERY CONFERENCE. <box>981 181 1075 190</box>
wool-goods: WOOL GOODS AND MUFFS AT HALF-PRICE. <box>318 472 468 481</box>
interprovincial-heading: INTERPROVINCIAL. <box>660 196 750 207</box>
treadle-heading: IF YOU PREFER A TREADLE MACHINE ASK FOR RAYMOND'S No. 1. <box>13 1004 146 1021</box>
